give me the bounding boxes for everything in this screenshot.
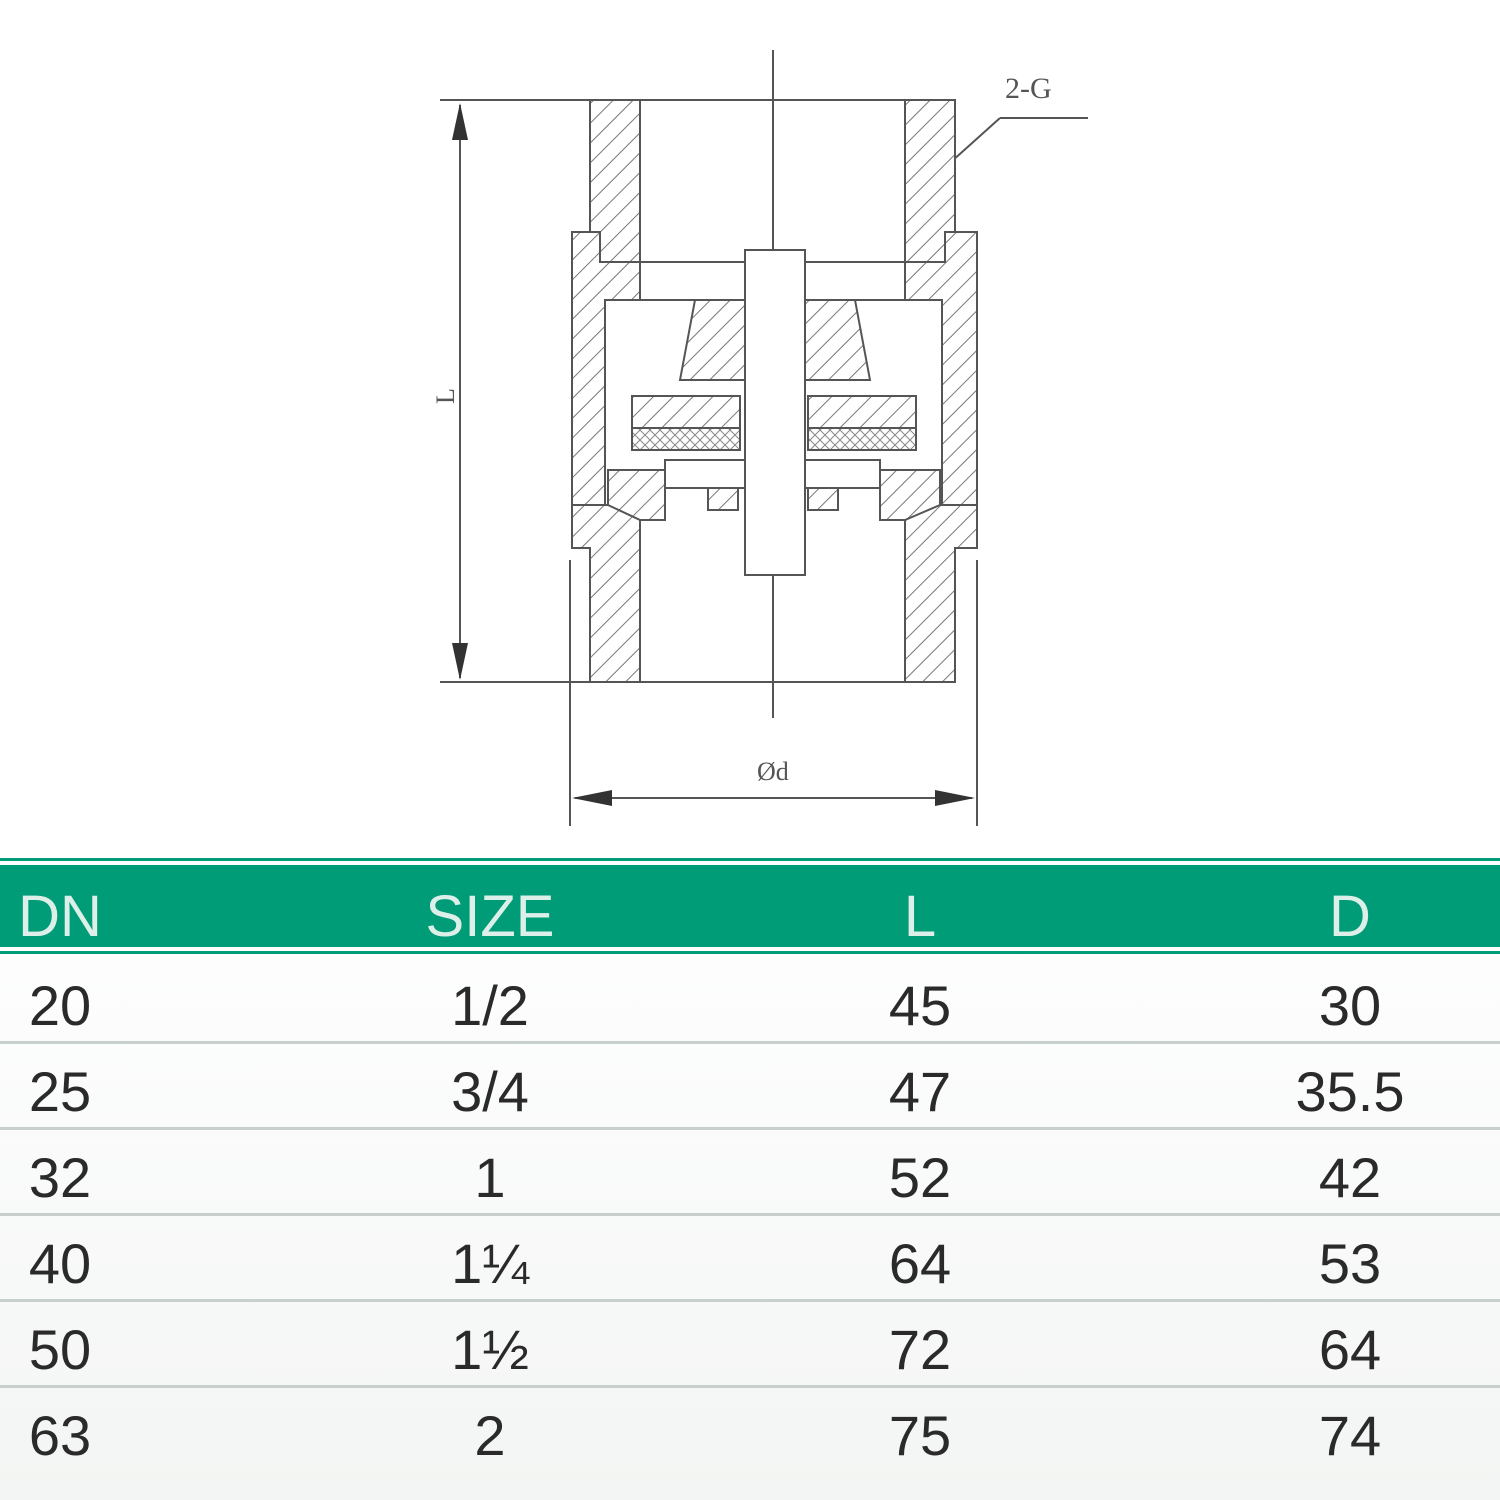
cell-d: 53: [1318, 1232, 1382, 1295]
table-row: [0, 1127, 1500, 1216]
cell-d: 42: [1318, 1146, 1382, 1209]
seal-right: [808, 428, 916, 450]
table-row: [0, 1213, 1500, 1302]
cell-dn: 50: [28, 1318, 92, 1381]
table-row: [0, 1299, 1500, 1388]
spring-cone-left: [680, 300, 745, 380]
cell-size: 2: [474, 1404, 506, 1467]
table-row: [0, 955, 1500, 1044]
cell-size: 1: [474, 1146, 506, 1209]
body-bottom-right-wall: [905, 505, 977, 682]
stem-nut-right: [808, 488, 838, 510]
table-header: [0, 855, 1500, 955]
table-row: [0, 1041, 1500, 1130]
cell-d: 64: [1318, 1318, 1382, 1381]
cell-dn: 63: [28, 1404, 92, 1467]
stem-nut-left: [708, 488, 738, 510]
dimension-arrows: [452, 103, 975, 806]
cell-size: 1¼: [451, 1232, 529, 1295]
cell-dn: 25: [28, 1060, 92, 1123]
header-bottom-rule: [0, 951, 1500, 954]
body-bottom-left-wall: [572, 505, 640, 682]
header-d: D: [1329, 884, 1371, 949]
arrow-up-icon: [452, 103, 468, 140]
arrow-right-icon: [935, 790, 975, 806]
diameter-label: Ød: [757, 757, 789, 786]
cell-d: 35.5: [1295, 1060, 1405, 1123]
cell-d: 30: [1318, 974, 1382, 1037]
cell-size: 3/4: [451, 1060, 529, 1123]
table-row: [0, 1385, 1500, 1471]
header-dn: DN: [18, 884, 102, 949]
cell-dn: 32: [28, 1146, 92, 1209]
disc-upper-right: [808, 396, 916, 428]
header-l: L: [903, 884, 937, 949]
cell-size: 1/2: [451, 974, 529, 1037]
cell-l: 45: [888, 974, 952, 1037]
cell-l: 72: [888, 1318, 952, 1381]
cell-l: 64: [888, 1232, 952, 1295]
seal-left: [632, 428, 740, 450]
arrow-down-icon: [452, 643, 468, 680]
body-left-shoulder: [572, 232, 640, 505]
header-top-rule: [0, 858, 1500, 861]
cell-l: 47: [888, 1060, 952, 1123]
cell-dn: 20: [28, 974, 92, 1037]
cell-d: 74: [1318, 1404, 1382, 1467]
cell-dn: 40: [28, 1232, 92, 1295]
disc-upper-left: [632, 396, 740, 428]
cell-l: 52: [888, 1146, 952, 1209]
spring-cone-right: [805, 300, 870, 380]
length-label: L: [431, 388, 460, 404]
cell-size: 1½: [451, 1318, 529, 1381]
body-right-shoulder: [905, 232, 977, 505]
arrow-left-icon: [572, 790, 612, 806]
cell-l: 75: [888, 1404, 952, 1467]
thread-label: 2-G: [1005, 72, 1052, 105]
valve-stem: [745, 250, 805, 575]
header-size: SIZE: [425, 884, 555, 949]
spec-table: [0, 855, 1500, 1500]
